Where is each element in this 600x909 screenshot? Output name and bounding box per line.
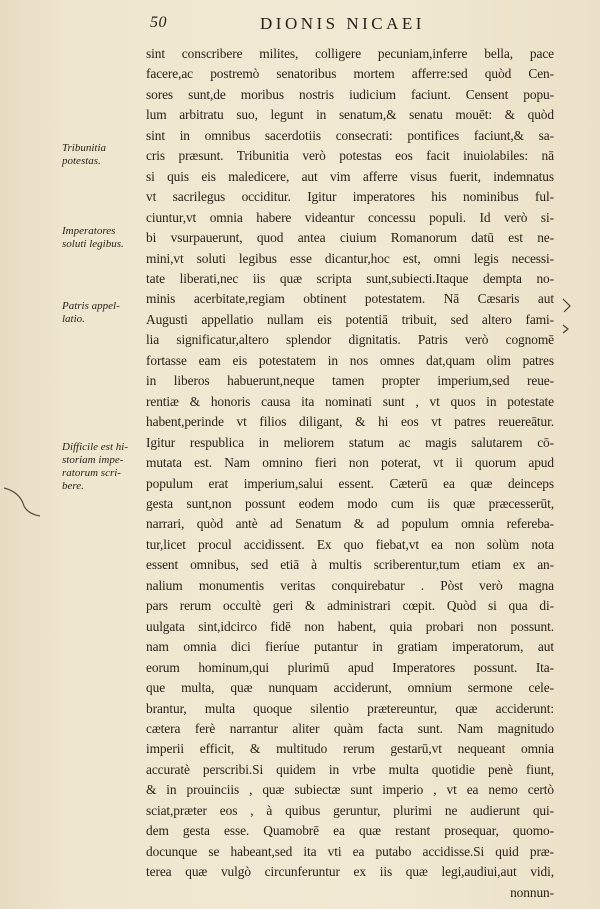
text-line: lia significatur,altero splendor dignitatis. Patris verò cognomē [146,332,554,348]
text-line: sores sunt,de moribus nostris iudicium faciunt. Censent popu- [146,86,554,102]
text-line: narrari, quòd antè ad Senatum & ad populum omnia refereba- [146,516,554,532]
margin-note-line: bere. [62,480,84,492]
text-line: bi vsurpauerunt, quod antea ciuium Romanorum datū est ne- [146,230,554,246]
text-line: mutata est. Nam omnino fieri non poterat, vt ii quorum apud [146,455,554,471]
text-line: imperii efficit, & multitudo rerum gestarū,vt nequeant omnia [146,741,554,757]
margin-note-line: soluti legibus. [62,238,124,250]
text-line: Igitur respublica in meliorem statum ac magis salutarem cō- [146,434,554,450]
page-header [0,14,600,38]
text-line: que multa, quæ nunquam acciderunt, omnium sermone cele- [146,680,554,696]
text-line: brantur, multa quoque silentio prætereuntur, quæ acciderunt: [146,700,554,716]
text-line: nalium monumentis veritas conquirebatur . Pòst verò magna [146,577,554,593]
text-line: uulgata sint,idcirco fidē non habent, quia probari non possunt. [146,618,554,634]
page-number: 50 [150,14,167,31]
text-line: accuratè perscribi.Si quidem in vrbe multa quotidie penè fiunt, [146,761,554,777]
text-line: si quis eis maledicere, aut vim afferre visus fuerit, indemnatus [146,168,554,184]
ink-mark [562,324,570,334]
text-line: cris præsunt. Tribunitia verò potestas eos facit inuiolabiles: nā [146,148,554,164]
text-line: sciat,præter eos , à quibus geruntur, plurimi ne audierunt qui- [146,802,554,818]
body-text [146,44,554,903]
text-line: eorum hominum,qui plurimū apud Imperatores possunt. Ita- [146,659,554,675]
margin-note-difficile [62,441,142,493]
margin-note-line: Difficile est hi- [62,441,128,453]
text-line: essent omnibus, sed etiā à multis scriberentur,tum etiam ex an- [146,557,554,573]
text-line: tur,licet procul accidissent. Ex quo fiebat,vt ea non solùm nota [146,536,554,552]
text-line: minis acerbitate,regiam obtinent potestatem. Nā Cæsaris aut [146,291,554,307]
margin-note-line: Tribunitia [62,142,107,154]
margin-note-tribunitia [62,142,142,168]
text-line: pars rerum occultè geri & administrari cœpit. Quòd si qua di- [146,598,554,614]
text-line: Augusti appellatio nullam eis potentiā tribuit, sed altero fami- [146,311,554,327]
margin-note-imperatores [62,225,142,251]
margin-note-line: storiam impe- [62,454,124,466]
text-line: sint conscribere milites, colligere pecuniam,inferre bella, pace [146,46,554,61]
margin-note-line: ratorum scri- [62,467,121,479]
text-line: lum arbitratu suo, legunt in senatum,& senatu mouēt: & quòd [146,107,554,123]
text-line: & in prouinciis , quæ subiectæ sunt imperio , vt ea nemo certò [146,782,554,798]
text-line: tate liberati,nec iis quæ scripta sunt,subiecti.Itaque dempta no- [146,270,554,286]
text-line: populum erat imperium,salui essent. Cæterū ea quæ deinceps [146,475,554,491]
margin-note-line: latio. [62,313,85,325]
text-line: rentiæ & honoris causa ita nominati sunt , vt quos in potestate [146,393,554,409]
text-line: gesta sunt,non possunt eodem modo cum iis quæ præcesserūt, [146,495,554,511]
text-line: mini,vt soluti legibus esse dicantur,hoc est, omni legis necessi- [146,250,554,266]
handwritten-bracket-mark [2,478,42,518]
running-title: DIONIS NICAEI [260,14,425,33]
margin-note-line: Imperatores [62,225,116,237]
margin-note-patris [62,300,142,326]
ink-mark [562,298,572,314]
text-line: docunque se habeant,sed ita vti ea putabo accidisse.Si quid præ- [146,843,554,859]
text-line: ciuntur,vt omnia habere videantur concessu populi. Id verò si- [146,209,554,225]
text-line: sint in omnibus sacerdotiis consecrati: pontifices faciunt,& sa- [146,127,554,143]
margin-note-line: Patris appel- [62,300,120,312]
text-line: vt sacrilegus occiditur. Igitur imperatores his nominibus ful- [146,189,554,205]
text-line: terea quæ vulgò circunferuntur ex iis quæ legi,audiui,aut vidi, [146,864,554,880]
text-line: in liberos habuerunt,neque tamen propter imperium,sed reue- [146,373,554,389]
text-line: facere,ac postremò senatoribus mortem afferre:sed quòd Cen- [146,66,554,82]
text-line: dem gesta esse. Quamobrē ea quæ restant prosequar, quomo- [146,823,554,839]
text-line: nam omnia dici fieríue putantur in gratiam imperatorum, aut [146,639,554,655]
text-line: fortasse eam eis potestatem in nos omnes dat,quam olim patres [146,352,554,368]
margin-note-line: potestas. [62,155,101,167]
text-line: cætera ferè narrantur aliter quàm facta sunt. Nam magnitudo [146,720,554,736]
catchword: nonnun- [510,884,554,900]
text-line: habent,perinde vt filios diligant, & hi eos vt patres reuereātur. [146,414,554,430]
